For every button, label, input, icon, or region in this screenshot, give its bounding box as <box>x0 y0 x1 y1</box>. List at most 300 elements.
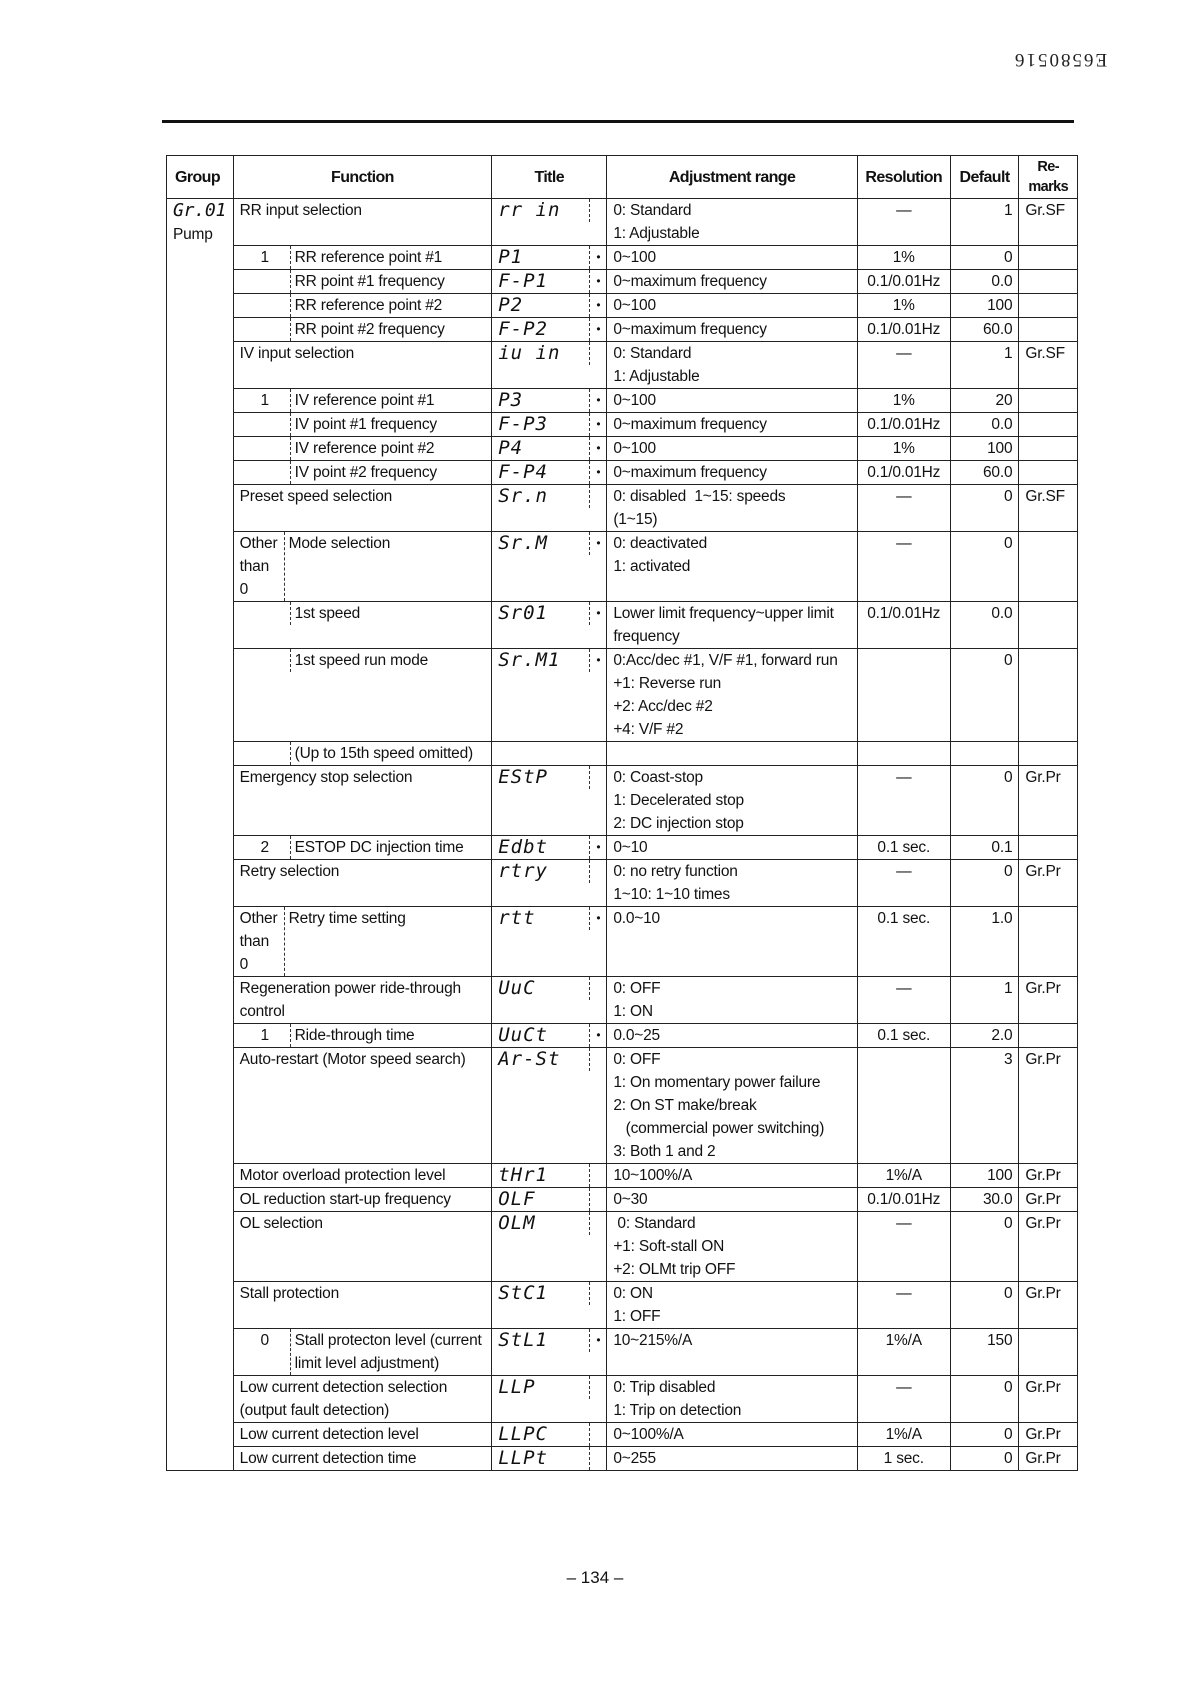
table-row <box>167 602 1078 649</box>
function-label: 1st speed <box>294 605 361 622</box>
sub-function <box>240 437 486 460</box>
star-marker: • <box>589 389 606 412</box>
function-cell <box>233 742 492 766</box>
function-label: Auto-restart (Motor speed search) <box>239 1051 466 1068</box>
range-line: 1: Decelerated stop <box>613 792 744 809</box>
function-label: Regeneration power ride-through control <box>239 980 461 1020</box>
range-line: 2: On ST make/break <box>613 1097 757 1114</box>
title-code: OLF <box>498 1188 536 1210</box>
function-cell <box>233 532 492 602</box>
star-marker: • <box>589 437 606 460</box>
remarks-cell <box>1019 294 1078 318</box>
title-wrap <box>498 413 606 436</box>
function-label: RR input selection <box>239 202 362 219</box>
title-wrap <box>498 485 606 508</box>
resolution-value: 1%/A <box>885 1426 922 1443</box>
range-cell <box>607 1329 857 1376</box>
sub-number <box>240 437 291 460</box>
range-line: 0: OFF <box>613 980 661 997</box>
resolution-value: 1 sec. <box>883 1450 924 1467</box>
remarks-cell <box>1019 649 1078 742</box>
function-cell <box>233 342 492 389</box>
table-row <box>167 1188 1078 1212</box>
function-label: Emergency stop selection <box>239 769 413 786</box>
star-marker: • <box>589 461 606 484</box>
range-cell <box>607 1212 857 1282</box>
remarks-cell <box>1019 413 1078 437</box>
function-cell <box>233 1212 492 1282</box>
resolution-value: 1% <box>892 440 915 457</box>
sub-number <box>240 649 291 672</box>
table-row <box>167 532 1078 602</box>
resolution-value: 0.1/0.01Hz <box>867 273 941 290</box>
default-value: 0.0 <box>991 273 1013 290</box>
default-cell <box>950 1329 1019 1376</box>
title-cell <box>492 766 607 836</box>
title-code: F-P4 <box>498 461 548 483</box>
range-line: 0~maximum frequency <box>613 416 767 433</box>
default-value: 0 <box>1003 1215 1013 1232</box>
function-cell <box>233 766 492 836</box>
star-marker: • <box>589 318 606 341</box>
default-cell <box>950 742 1019 766</box>
table-row <box>167 649 1078 742</box>
function-cell <box>233 1329 492 1376</box>
title-cell <box>492 437 607 461</box>
title-wrap <box>498 1188 606 1211</box>
default-value: 0.0 <box>991 416 1013 433</box>
star-marker: • <box>589 602 606 625</box>
range-line: 0~100 <box>613 392 656 409</box>
range-cell <box>607 294 857 318</box>
title-cell <box>492 1423 607 1447</box>
sub-function <box>240 413 486 436</box>
title-code: StL1 <box>498 1329 548 1351</box>
sub-function <box>240 602 486 625</box>
title-wrap <box>498 246 606 269</box>
remarks-cell <box>1019 977 1078 1024</box>
function-cell <box>233 1024 492 1048</box>
title-wrap <box>498 294 606 317</box>
default-cell <box>950 318 1019 342</box>
title-cell <box>492 860 607 907</box>
table-row <box>167 836 1078 860</box>
default-value: 1 <box>1003 980 1013 997</box>
table-row <box>167 1447 1078 1471</box>
resolution-value: 0.1 sec. <box>877 910 931 927</box>
resolution-value: 0.1/0.01Hz <box>867 321 941 338</box>
function-cell <box>233 318 492 342</box>
sub-number: 0 <box>240 1329 291 1375</box>
function-cell <box>233 461 492 485</box>
sub-number: 1 <box>240 389 291 412</box>
range-line: 0: Coast-stop <box>613 769 703 786</box>
range-cell <box>607 860 857 907</box>
remarks-cell <box>1019 461 1078 485</box>
range-cell <box>607 342 857 389</box>
title-cell <box>492 1329 607 1376</box>
title-cell <box>492 602 607 649</box>
table-row <box>167 199 1078 246</box>
resolution-cell <box>857 907 950 977</box>
title-wrap <box>498 1376 606 1399</box>
resolution-value: 0.1/0.01Hz <box>867 605 941 622</box>
resolution-cell <box>857 1212 950 1282</box>
table-row <box>167 1329 1078 1376</box>
range-line: 0: Standard <box>613 345 692 362</box>
sub-number <box>240 413 291 436</box>
title-code: P3 <box>498 389 524 411</box>
function-cell <box>233 649 492 742</box>
resolution-cell <box>857 413 950 437</box>
default-value: 0 <box>1003 769 1013 786</box>
default-cell <box>950 1282 1019 1329</box>
sub-function <box>240 742 486 765</box>
remarks-cell <box>1019 860 1078 907</box>
range-line: 0.0~10 <box>613 910 660 927</box>
function-label: IV reference point #2 <box>294 440 435 457</box>
title-cell <box>492 1024 607 1048</box>
sub-function <box>240 532 486 601</box>
title-code: EStP <box>498 766 548 788</box>
function-cell <box>233 294 492 318</box>
function-cell <box>233 602 492 649</box>
range-cell <box>607 246 857 270</box>
remarks-cell <box>1019 1164 1078 1188</box>
function-label: RR point #1 frequency <box>294 273 445 290</box>
range-line: 10~100%/A <box>613 1167 693 1184</box>
title-cell <box>492 1447 607 1471</box>
default-cell <box>950 461 1019 485</box>
sub-function <box>240 270 486 293</box>
default-cell <box>950 860 1019 907</box>
header-group: Group <box>167 156 234 199</box>
default-value: 0 <box>1003 249 1013 266</box>
range-cell <box>607 437 857 461</box>
title-code: Sr.M <box>498 532 548 554</box>
default-value: 2.0 <box>991 1027 1013 1044</box>
range-cell <box>607 199 857 246</box>
star-marker <box>589 1447 606 1470</box>
remarks-cell <box>1019 1423 1078 1447</box>
remarks-value: Gr.Pr <box>1025 863 1061 880</box>
header-function: Function <box>233 156 492 199</box>
resolution-cell <box>857 389 950 413</box>
default-cell <box>950 1024 1019 1048</box>
resolution-cell <box>857 270 950 294</box>
remarks-cell <box>1019 246 1078 270</box>
title-wrap <box>498 1423 606 1446</box>
star-marker <box>589 1048 606 1071</box>
title-cell <box>492 246 607 270</box>
default-cell <box>950 485 1019 532</box>
title-code: Ar-St <box>498 1048 561 1070</box>
remarks-cell <box>1019 1282 1078 1329</box>
table-row <box>167 270 1078 294</box>
resolution-value: — <box>896 1379 912 1396</box>
title-code: LLPt <box>498 1447 548 1469</box>
page-number: – 134 – <box>566 1568 624 1587</box>
title-code: StC1 <box>498 1282 548 1304</box>
function-label: IV input selection <box>239 345 355 362</box>
range-line: 1: activated <box>613 558 691 575</box>
star-marker: • <box>589 413 606 436</box>
title-code: UuC <box>498 977 536 999</box>
table-row <box>167 766 1078 836</box>
star-marker: • <box>589 532 606 555</box>
resolution-cell <box>857 1423 950 1447</box>
range-line: 0~100 <box>613 440 656 457</box>
title-cell <box>492 270 607 294</box>
resolution-cell <box>857 1164 950 1188</box>
title-cell <box>492 389 607 413</box>
star-marker <box>589 1164 606 1187</box>
function-label: Stall protecton level (current limit level adjustment) <box>294 1332 482 1372</box>
function-label: Low current detection time <box>239 1450 417 1467</box>
title-wrap <box>498 318 606 341</box>
resolution-cell <box>857 199 950 246</box>
default-value: 100 <box>987 1167 1013 1184</box>
range-line: 0: disabled 1~15: speeds <box>613 488 786 505</box>
default-cell <box>950 246 1019 270</box>
default-value: 0 <box>1003 535 1013 552</box>
remarks-cell <box>1019 1376 1078 1423</box>
star-marker <box>589 860 606 883</box>
title-code: P2 <box>498 294 524 316</box>
title-code: rr in <box>498 199 561 221</box>
title-cell <box>492 461 607 485</box>
title-cell <box>492 1282 607 1329</box>
sub-function <box>240 649 486 672</box>
remarks-value: Gr.SF <box>1025 345 1065 362</box>
resolution-cell <box>857 977 950 1024</box>
table-row <box>167 907 1078 977</box>
title-cell <box>492 1212 607 1282</box>
resolution-value: 0.1/0.01Hz <box>867 416 941 433</box>
title-code: LLP <box>498 1376 536 1398</box>
parameter-table <box>166 155 1078 1471</box>
function-cell <box>233 1188 492 1212</box>
title-wrap <box>498 836 606 859</box>
table-body <box>167 199 1078 1471</box>
star-marker: • <box>589 907 606 930</box>
resolution-cell <box>857 1188 950 1212</box>
title-cell <box>492 318 607 342</box>
sub-number <box>240 602 291 625</box>
resolution-value: 0.1 sec. <box>877 839 931 856</box>
remarks-cell <box>1019 318 1078 342</box>
title-wrap <box>498 199 606 222</box>
function-label: OL reduction start-up frequency <box>239 1191 451 1208</box>
sub-number <box>240 270 291 293</box>
resolution-value: — <box>896 535 912 552</box>
resolution-cell <box>857 649 950 742</box>
resolution-value: — <box>896 202 912 219</box>
header-default: Default <box>950 156 1019 199</box>
star-marker <box>589 1423 606 1446</box>
sub-number: 2 <box>240 836 291 859</box>
star-marker: • <box>589 1329 606 1352</box>
table-row <box>167 389 1078 413</box>
range-line: 0: ON <box>613 1285 653 1302</box>
range-line: 0: no retry function <box>613 863 738 880</box>
resolution-cell <box>857 461 950 485</box>
sub-number: 1 <box>240 246 291 269</box>
resolution-cell <box>857 1282 950 1329</box>
sub-function <box>240 389 486 412</box>
star-marker: • <box>589 294 606 317</box>
resolution-cell <box>857 246 950 270</box>
sub-number <box>240 294 291 317</box>
header-remarks: Re-marks <box>1019 156 1078 199</box>
group-code: Gr.01 <box>173 200 227 221</box>
default-cell <box>950 413 1019 437</box>
title-wrap <box>498 461 606 484</box>
default-value: 0 <box>1003 863 1013 880</box>
table-row <box>167 742 1078 766</box>
default-value: 1 <box>1003 202 1013 219</box>
range-cell <box>607 413 857 437</box>
table-row <box>167 1376 1078 1423</box>
title-code: Sr.n <box>498 485 548 507</box>
remarks-cell <box>1019 1048 1078 1164</box>
sub-function <box>240 246 486 269</box>
remarks-value: Gr.Pr <box>1025 1191 1061 1208</box>
range-cell <box>607 1024 857 1048</box>
range-cell <box>607 318 857 342</box>
table-row <box>167 485 1078 532</box>
resolution-cell <box>857 1024 950 1048</box>
star-marker: • <box>589 649 606 672</box>
default-cell <box>950 1164 1019 1188</box>
function-label: Ride-through time <box>294 1027 415 1044</box>
default-cell <box>950 1048 1019 1164</box>
resolution-cell <box>857 766 950 836</box>
function-label: Low current detection selection (output fault detection) <box>239 1379 448 1419</box>
table-row <box>167 977 1078 1024</box>
star-marker: • <box>589 836 606 859</box>
range-line: 1: Adjustable <box>613 368 700 385</box>
title-cell <box>492 485 607 532</box>
default-value: 1.0 <box>991 910 1013 927</box>
function-label: IV point #1 frequency <box>294 416 437 433</box>
title-cell <box>492 294 607 318</box>
table-row <box>167 1048 1078 1164</box>
function-label: RR reference point #2 <box>294 297 443 314</box>
remarks-cell <box>1019 1188 1078 1212</box>
default-value: 60.0 <box>983 464 1013 481</box>
range-line: 0~255 <box>613 1450 656 1467</box>
function-cell <box>233 977 492 1024</box>
resolution-cell <box>857 1329 950 1376</box>
star-marker <box>589 766 606 789</box>
resolution-cell <box>857 294 950 318</box>
range-line: 0~maximum frequency <box>613 464 767 481</box>
title-wrap <box>498 977 606 1000</box>
range-line: 3: Both 1 and 2 <box>613 1143 716 1160</box>
default-cell <box>950 836 1019 860</box>
default-cell <box>950 1423 1019 1447</box>
resolution-cell <box>857 485 950 532</box>
function-cell <box>233 413 492 437</box>
resolution-value: — <box>896 863 912 880</box>
range-line: 1~10: 1~10 times <box>613 886 730 903</box>
range-line: +2: OLMt trip OFF <box>613 1261 736 1278</box>
title-wrap <box>498 532 606 555</box>
range-line: 0~100%/A <box>613 1426 684 1443</box>
sub-function <box>240 907 486 976</box>
resolution-value: 1% <box>892 297 915 314</box>
resolution-value: 1%/A <box>885 1332 922 1349</box>
range-line: 0~10 <box>613 839 648 856</box>
title-cell <box>492 907 607 977</box>
remarks-cell <box>1019 766 1078 836</box>
sub-function <box>240 294 486 317</box>
range-line: 0:Acc/dec #1, V/F #1, forward run <box>613 652 838 669</box>
resolution-value: — <box>896 1215 912 1232</box>
table-row <box>167 1282 1078 1329</box>
resolution-value: 1% <box>892 392 915 409</box>
range-line: +1: Soft-stall ON <box>613 1238 725 1255</box>
title-wrap <box>498 1329 606 1352</box>
title-wrap <box>498 766 606 789</box>
star-marker <box>589 342 606 365</box>
remarks-cell <box>1019 437 1078 461</box>
default-cell <box>950 532 1019 602</box>
default-cell <box>950 1188 1019 1212</box>
function-cell <box>233 860 492 907</box>
star-marker: • <box>589 270 606 293</box>
default-cell <box>950 907 1019 977</box>
group-name: Pump <box>173 226 213 243</box>
title-cell <box>492 199 607 246</box>
default-value: 0 <box>1003 1426 1013 1443</box>
default-cell <box>950 1447 1019 1471</box>
title-code: UuCt <box>498 1024 548 1046</box>
remarks-value: Gr.Pr <box>1025 769 1061 786</box>
header-title: Title <box>492 156 607 199</box>
function-cell <box>233 199 492 246</box>
default-cell <box>950 977 1019 1024</box>
remarks-value: Gr.SF <box>1025 488 1065 505</box>
function-cell <box>233 246 492 270</box>
resolution-value: 1%/A <box>885 1167 922 1184</box>
resolution-cell <box>857 1376 950 1423</box>
title-wrap <box>498 270 606 293</box>
range-cell <box>607 485 857 532</box>
title-cell <box>492 413 607 437</box>
function-cell <box>233 437 492 461</box>
other-than-label: Other than 0 <box>240 532 285 601</box>
default-value: 30.0 <box>983 1191 1013 1208</box>
remarks-cell <box>1019 270 1078 294</box>
function-cell <box>233 1048 492 1164</box>
default-value: 100 <box>987 297 1013 314</box>
title-cell <box>492 977 607 1024</box>
range-line: 0: Standard <box>613 1215 696 1232</box>
title-code: tHr1 <box>498 1164 548 1186</box>
default-cell <box>950 766 1019 836</box>
star-marker <box>589 977 606 1000</box>
function-label: Preset speed selection <box>239 488 393 505</box>
resolution-value: — <box>896 769 912 786</box>
resolution-value: 0.1/0.01Hz <box>867 464 941 481</box>
other-than-label: Other than 0 <box>240 907 285 976</box>
resolution-value: — <box>896 345 912 362</box>
table-row <box>167 318 1078 342</box>
group-cell <box>167 199 234 1471</box>
remarks-cell <box>1019 532 1078 602</box>
